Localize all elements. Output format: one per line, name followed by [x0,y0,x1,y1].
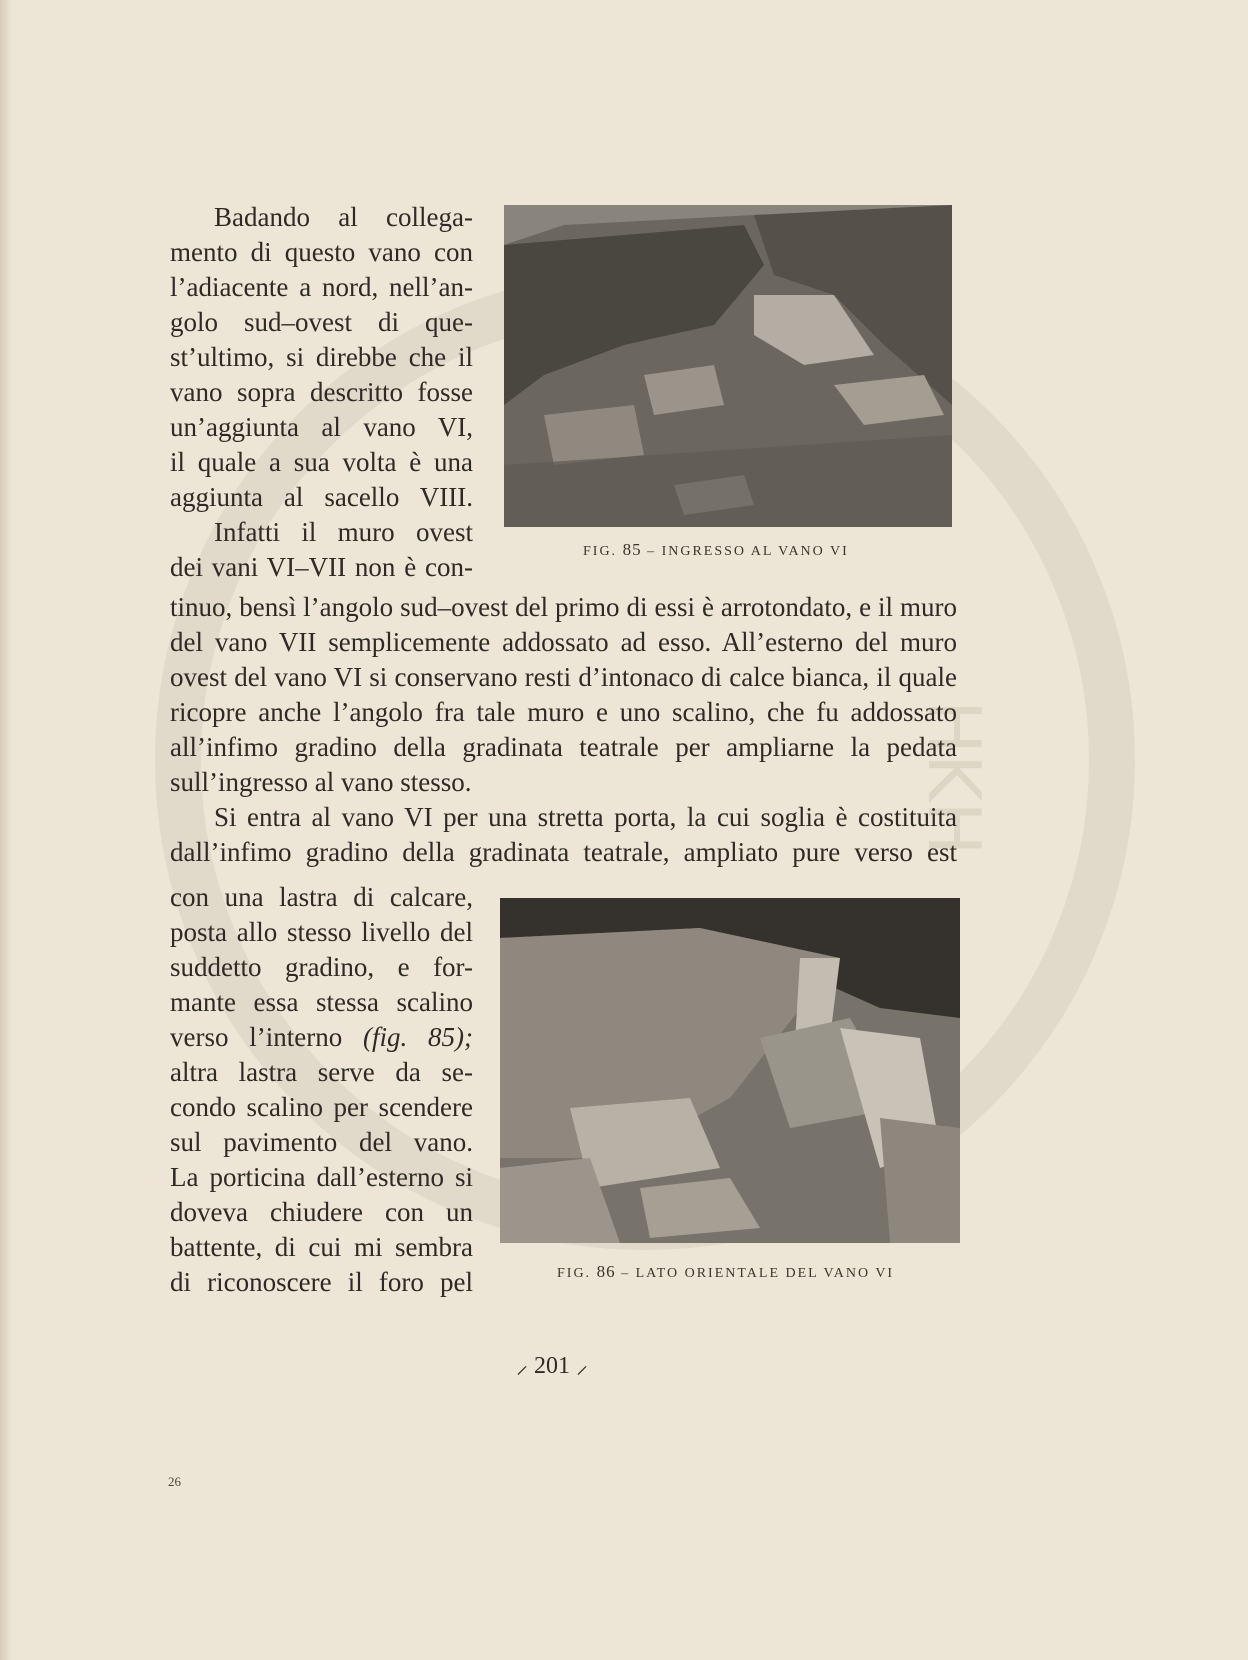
text-line [170,1020,473,1055]
page-number: ⸝ 201 ⸝ [516,1353,588,1379]
text-line: sul pavimento del vano. [170,1127,473,1157]
text-fragment: verso l’interno [170,1022,343,1052]
text-line: mante essa stessa scalino [170,987,473,1017]
figure-85-caption [583,540,849,560]
text-line: La porticina dall’esterno si [170,1162,473,1192]
column-text-bottom [170,880,473,1300]
figure-85-photo [504,205,952,527]
text-line: condo scalino per scendere [170,1092,473,1122]
caption-label: FIG. [557,1266,592,1281]
figure-reference: (fig. 85); [363,1022,474,1052]
text-line: Infatti il muro ovest [214,517,473,547]
stamp-watermark-letters: ΗΚΗ [912,700,996,856]
text-line: l’adiacente a nord, nell’an- [170,272,473,302]
text-line: altra lastra serve da se- [170,1057,473,1087]
text-line: golo sud–ovest di que- [170,307,473,337]
text-line: un’aggiunta al vano VI, [170,412,473,442]
caption-number: 85 [622,540,642,559]
text-line: aggiunta al sacello VIII. [170,482,473,512]
wide-text-block [170,590,957,870]
text-line: vano sopra descritto fosse [170,377,473,407]
caption-title: LATO ORIENTALE DEL VANO VI [635,1266,895,1281]
text-line: Badando al collega- [214,202,473,232]
page-edge [0,0,12,1660]
caption-title: INGRESSO AL VANO VI [661,544,849,559]
text-line: doveva chiudere con un [170,1197,473,1227]
figure-86-caption [557,1262,894,1282]
caption-dash: – [647,544,657,559]
text-line: il quale a sua volta è una [170,447,473,477]
caption-label: FIG. [583,544,618,559]
column-text-top [170,200,473,585]
caption-dash: – [621,1266,631,1281]
caption-number: 86 [596,1262,616,1281]
text-line: con una lastra di calcare, [170,882,473,912]
text-line: mento di questo vano con [170,237,473,267]
text-line: dei vani VI–VII non è con- [170,552,473,582]
text-line: battente, di cui mi sembra [170,1232,473,1262]
paragraph-entrance: Si entra al vano VI per una stretta porta, la cui soglia è costituita dall’infimo gradino della gradinata teatrale, ampliato pure verso est [170,802,957,867]
signature-mark: 26 [168,1474,181,1489]
figure-86-photo [500,898,960,1243]
text-line: di riconoscere il foro pel [170,1267,473,1297]
text-line: posta allo stesso livello del [170,917,473,947]
text-line: st’ultimo, si direbbe che il [170,342,473,372]
text-line: suddetto gradino, e for- [170,952,473,982]
paragraph-continuation: tinuo, bensì l’angolo sud–ovest del primo di essi è arrotondato, e il muro del vano VII semplicemente addossato ad esso. All’esterno del muro ovest del vano VI si conservano resti d’intonaco di calce bianca, il quale ricopre anche l’angolo fra tale muro e uno scalino, che fu addossato all’infimo gradino della gradinata teatrale per ampliarne la pedata sull’ingresso al vano stesso. [170,592,957,797]
